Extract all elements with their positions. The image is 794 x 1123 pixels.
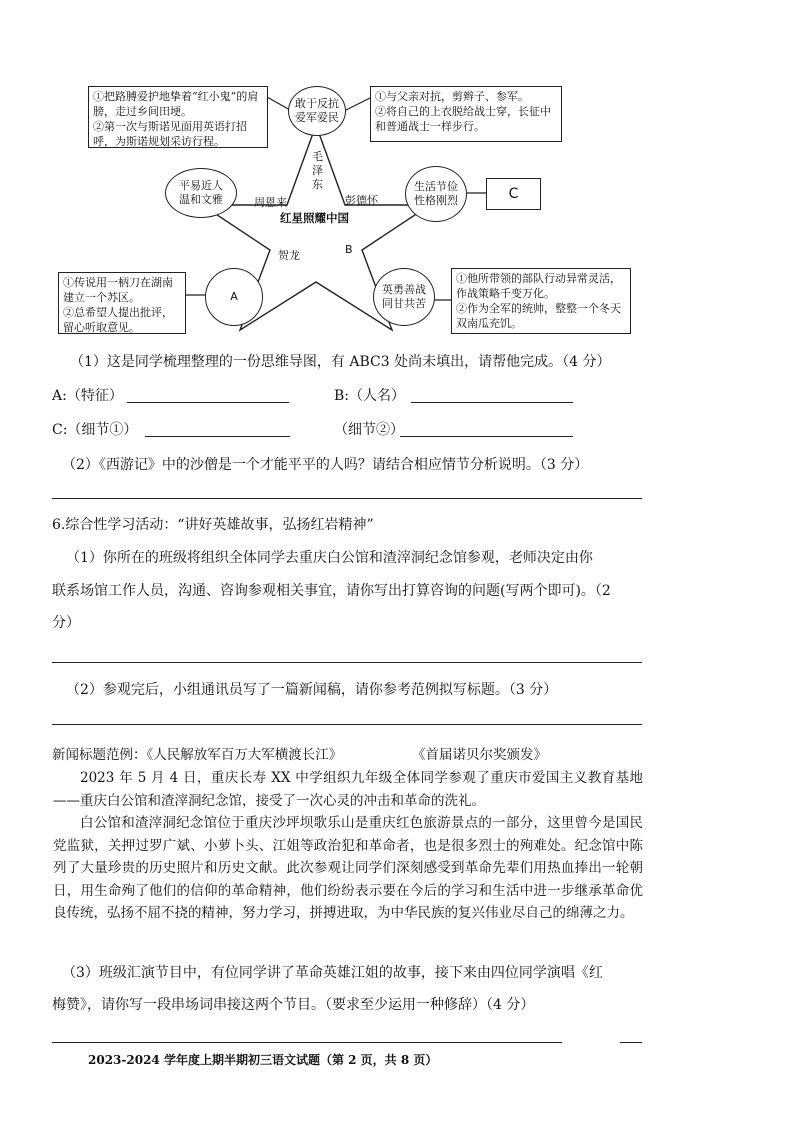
answer-line-6-3[interactable] (52, 1042, 562, 1043)
section-6-title: 6.综合性学习活动：“讲好英雄故事，弘扬红岩精神” (52, 517, 374, 533)
section-6-q2: （2）参观完后，小组通讯员写了一篇新闻稿，请你参考范例拟写标题。（3 分） (66, 682, 558, 698)
mindmap-circle-left: 平易近人 温和文雅 (165, 168, 237, 218)
section-6-q1-line3: 分） (52, 615, 80, 631)
fill-label-a: A:（特征） (52, 388, 123, 404)
page-footer: 2023-2024 学年度上期半期初三语文试题（第 2 页，共 8 页） (88, 1053, 438, 1067)
star-label-mao: 毛 泽 东 (312, 150, 323, 191)
star-label-zhou: 周恩来 (254, 196, 287, 209)
answer-line-c[interactable] (145, 436, 290, 437)
mindmap-box-bottom-right: ①他所带领的部队行动异常灵活，作战策略千变万化。 ②作为全军的统帅，整整一个冬天双南瓜充饥。 (451, 268, 631, 334)
mindmap-circle-right: 生活节俭 性格刚烈 (405, 166, 467, 222)
news-paragraph-1: 2023 年 5 月 4 日，重庆长寿 XX 中学组织九年级全体同学参观了重庆市爱国主义教育基地——重庆白公馆和渣滓洞纪念馆，接受了一次心灵的冲击和革命的洗礼。 (53, 770, 643, 809)
section-6-q1-line1: （1）你所在的班级将组织全体同学去重庆白公馆和渣滓洞纪念馆参观，老师决定由你 (66, 550, 593, 566)
mindmap-circle-bottom-right: 英勇善战 同甘共苦 (373, 268, 435, 326)
answer-line-a[interactable] (127, 402, 289, 403)
section-6-q1-line2: 联系场馆工作人员，沟通、咨询参观相关事宜，请你写出打算咨询的问题(写两个即可)。（2 (52, 583, 611, 599)
question-5-2: （2）《西游记》中的沙僧是一个才能平平的人吗？请结合相应情节分析说明。（3 分） (62, 457, 589, 473)
question-5-1: （1）这是同学梳理整理的一份思维导图，有 ABC3 处尚未填出，请帮他完成。（4 分） (70, 354, 611, 370)
fill-label-c: C:（细节①） (52, 422, 138, 438)
star-label-he: 贺龙 (278, 249, 300, 262)
answer-line-d[interactable] (400, 436, 573, 437)
answer-line-6-2[interactable] (52, 724, 642, 725)
star-label-peng: 彭德怀 (345, 194, 378, 207)
answer-line-6-3-end[interactable] (620, 1042, 642, 1043)
mindmap-box-top-right: ①与父亲对抗，剪辫子、参军。 ②将自己的上衣脱给战士穿，长征中和普通战士一样步行。 (370, 86, 562, 142)
fill-label-d: （细节②） (334, 422, 404, 438)
mindmap-box-bottom-left: ①传说用一柄刀在湖南建立一个苏区。 ②总希望人提出批评，留心听取意见。 (58, 272, 186, 334)
answer-line-6-1[interactable] (52, 662, 642, 663)
star-title: 红星照耀中国 (280, 211, 349, 225)
answer-line-b[interactable] (411, 402, 573, 403)
mindmap-box-c: C (486, 178, 541, 210)
section-6-q3-line2: 梅赞》，请你写一段串场词串接这两个节目。（要求至少运用一种修辞）（4 分） (52, 997, 535, 1013)
mindmap-box-top-left: ①把路膊爱护地挚着“红小鬼”的肩膀，走过乡间田埂。 ②第一次与斯诺见面用英语打招呼，为斯诺规划采访行程。 (88, 86, 268, 148)
section-6-q3-line1: （3）班级汇演节目中，有位同学讲了革命英雄江姐的故事，接下来由四位同学演唱《红 (62, 965, 603, 981)
news-paragraph-2: 白公馆和渣滓洞纪念馆位于重庆沙坪坝歌乐山是重庆红色旅游景点的一部分，这里曾今是国民党监狱，关押过罗广斌、小萝卜头、江姐等政治犯和革命者，也是很多烈士的殉难处。纪念馆中陈列了大量珍贵的历史照片和历史文献。此次参观让同学们深刻感受到革命先辈们用热血捧出一轮朝日，用生命殉了他们的信仰的革命精神，他们纷纷表示要在今后的学习和生活中进一步继承革命优良传统，弘扬不屈不挠的精神，努力学习，拼搏进取，为中华民族的复兴伟业尽自己的绵薄之力。 (53, 815, 643, 921)
news-example-2: 《首届诺贝尔奖颁发》 (412, 747, 547, 763)
star-label-b: B (345, 243, 353, 256)
news-example-label: 新闻标题范例：《人民解放军百万大军横渡长江》 (52, 747, 343, 763)
mindmap-circle-top: 敢于反抗 爱军爱民 (288, 86, 346, 136)
mindmap-circle-a: A (205, 268, 263, 326)
answer-line-5-2[interactable] (52, 498, 642, 499)
fill-label-b: B:（人名） (334, 388, 406, 404)
